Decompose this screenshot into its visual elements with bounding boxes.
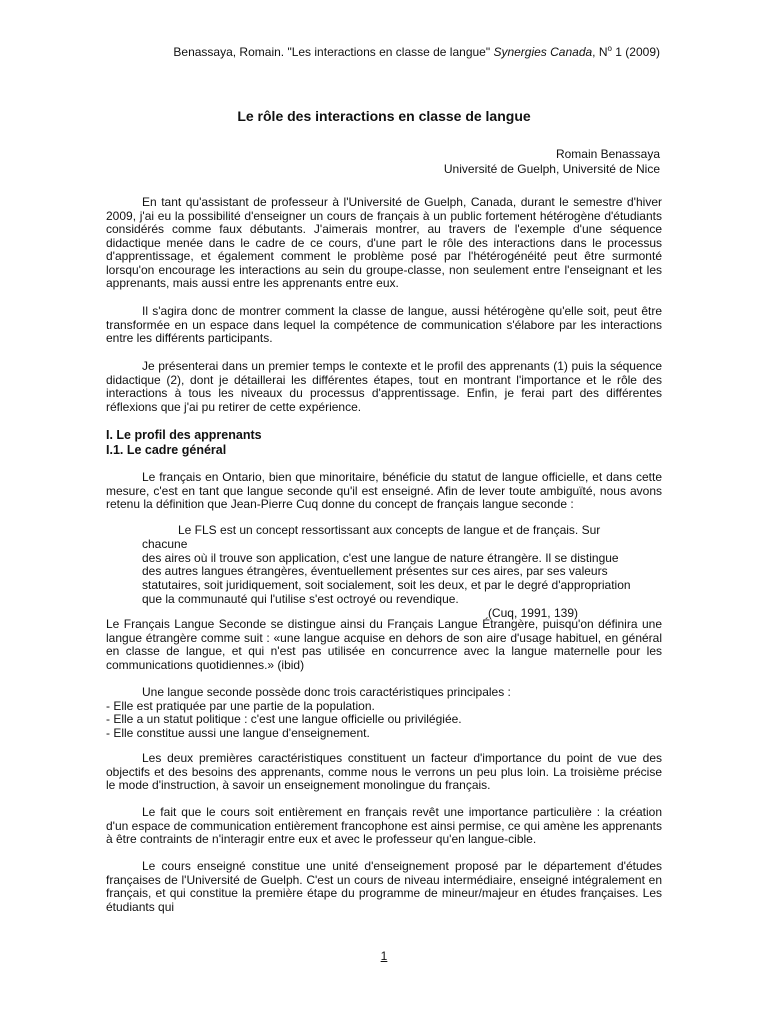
header-issue-prefix: , N xyxy=(592,45,608,59)
quote-line: statutaires, soit juridiquement, soit socialement, soit les deux, et par le degré d'appropriation xyxy=(142,578,631,593)
header-issue-sup: o xyxy=(607,44,612,53)
quote-line: des aires où il trouve son application, c'est une langue de nature étrangère. Il se distingue xyxy=(142,550,619,565)
characteristics-list xyxy=(106,700,662,741)
list-item: - Elle constitue aussi une langue d'enseignement. xyxy=(106,725,370,740)
quote-line: Le FLS est un concept ressortissant aux concepts de langue et de français. Sur chacune xyxy=(142,523,601,551)
body-paragraph-5: Le cours enseigné constitue une unité d'enseignement proposé par le département d'études françaises de l'Université de Guelph. C'est un cours de niveau intermédiaire, enseigné intégralement en français, et qui constitue la première étape du programme de mineur/majeur en études françaises. Les étudiants qui xyxy=(106,859,662,914)
author-affiliation: Université de Guelph, Université de Nice xyxy=(443,161,660,176)
page-number-text: 1 xyxy=(380,949,388,963)
intro-paragraph-2: Il s'agira donc de montrer comment la classe de langue, aussi hétérogène qu'elle soit, peut être transformée en un espace dans lequel la compétence de communication s'élabore par les interactions entre les différents participants. xyxy=(106,304,662,345)
list-item: - Elle a un statut politique : c'est une langue officielle ou privilégiée. xyxy=(106,712,462,726)
body-paragraph-4: Le fait que le cours soit entièrement en français revêt une importance particulière : la création d'un espace de communication entièrement francophone est ainsi permise, ce qui amène les apprenants à être contraints de n'interagir entre eux et avec le professeur qu'en langue-cible. xyxy=(106,805,662,846)
page-title: Le rôle des interactions en classe de langue xyxy=(237,108,531,124)
characteristics-block xyxy=(106,686,662,740)
body-paragraph-2: Le Français Langue Seconde se distingue ainsi du Français Langue Étrangère, puisqu'on définira une langue étrangère comme suit : «une langue acquise en dehors de son aire d'usage habituel, en général en classe de langue, et qui n'est pas utilisée en concurrence avec la langue maternelle pour les communications quotidiennes.» (ibid) xyxy=(106,617,662,672)
running-header xyxy=(100,46,660,60)
author-name: Romain Benassaya xyxy=(555,147,660,161)
header-issue: 1 (2009) xyxy=(611,45,660,59)
body-paragraph-1: Le français en Ontario, bien que minoritaire, bénéficie du statut de langue officielle, et dans cette mesure, c'est en tant que langue seconde qu'il est enseigné. Afin de lever toute ambiguïté, nous avons retenu la définition que Jean-Pierre Cuq donne du concept de français langue seconde : xyxy=(106,470,662,511)
page-number xyxy=(364,950,404,964)
author-block xyxy=(380,147,660,176)
list-item: - Elle est pratiquée par une partie de la population. xyxy=(106,698,375,713)
section-heading: I. Le profil des apprenants xyxy=(106,428,262,442)
header-citation: Benassaya, Romain. "Les interactions en classe de langue" xyxy=(173,45,494,59)
intro-paragraph-1: En tant qu'assistant de professeur à l'Université de Guelph, Canada, durant le semestre d'hiver 2009, j'ai eu la possibilité d'enseigner un cours de français à un public fortement hétérogène d'étudiants considérés comme faux débutants. J'aimerais montrer, au travers de l'exemple d'une séquence didactique menée dans le cadre de ce cours, d'une part le rôle des interactions dans le processus d'apprentissage, et également comment le problème posé par l'hétérogénéité peut être surmonté lorsqu'on encourage les interactions au sein du groupe-classe, non seulement entre l'enseignant et les apprenants, mais aussi entre les apprenants entre eux. xyxy=(106,195,662,290)
intro-paragraph-3: Je présenterai dans un premier temps le contexte et le profil des apprenants (1) puis la séquence didactique (2), dont je détaillerai les différentes étapes, tout en montrant l'importance et le rôle des interactions à tous les niveaux du processus d'apprentissage. Enfin, je ferai part des différentes réflexions que j'ai pu retirer de cette expérience. xyxy=(106,359,662,414)
header-journal: Synergies Canada xyxy=(493,45,593,59)
quote-line: que la communauté qui l'utilise s'est octroyé ou revendique. xyxy=(142,591,459,606)
quote-citation: (Cuq, 1991, 139) xyxy=(487,605,578,620)
characteristics-intro: Une langue seconde possède donc trois caractéristiques principales : xyxy=(142,685,511,699)
block-quote xyxy=(142,524,642,621)
quote-line: des autres langues étrangères, éventuellement présentes sur ces aires, par ses valeurs xyxy=(142,564,608,579)
subsection-heading: I.1. Le cadre général xyxy=(106,443,227,457)
body-paragraph-3: Les deux premières caractéristiques constituent un facteur d'importance du point de vue des objectifs et des besoins des apprenants, comme nous le verrons un peu plus loin. La troisième précise le mode d'instruction, à savoir un enseignement monolingue du français. xyxy=(106,751,662,792)
